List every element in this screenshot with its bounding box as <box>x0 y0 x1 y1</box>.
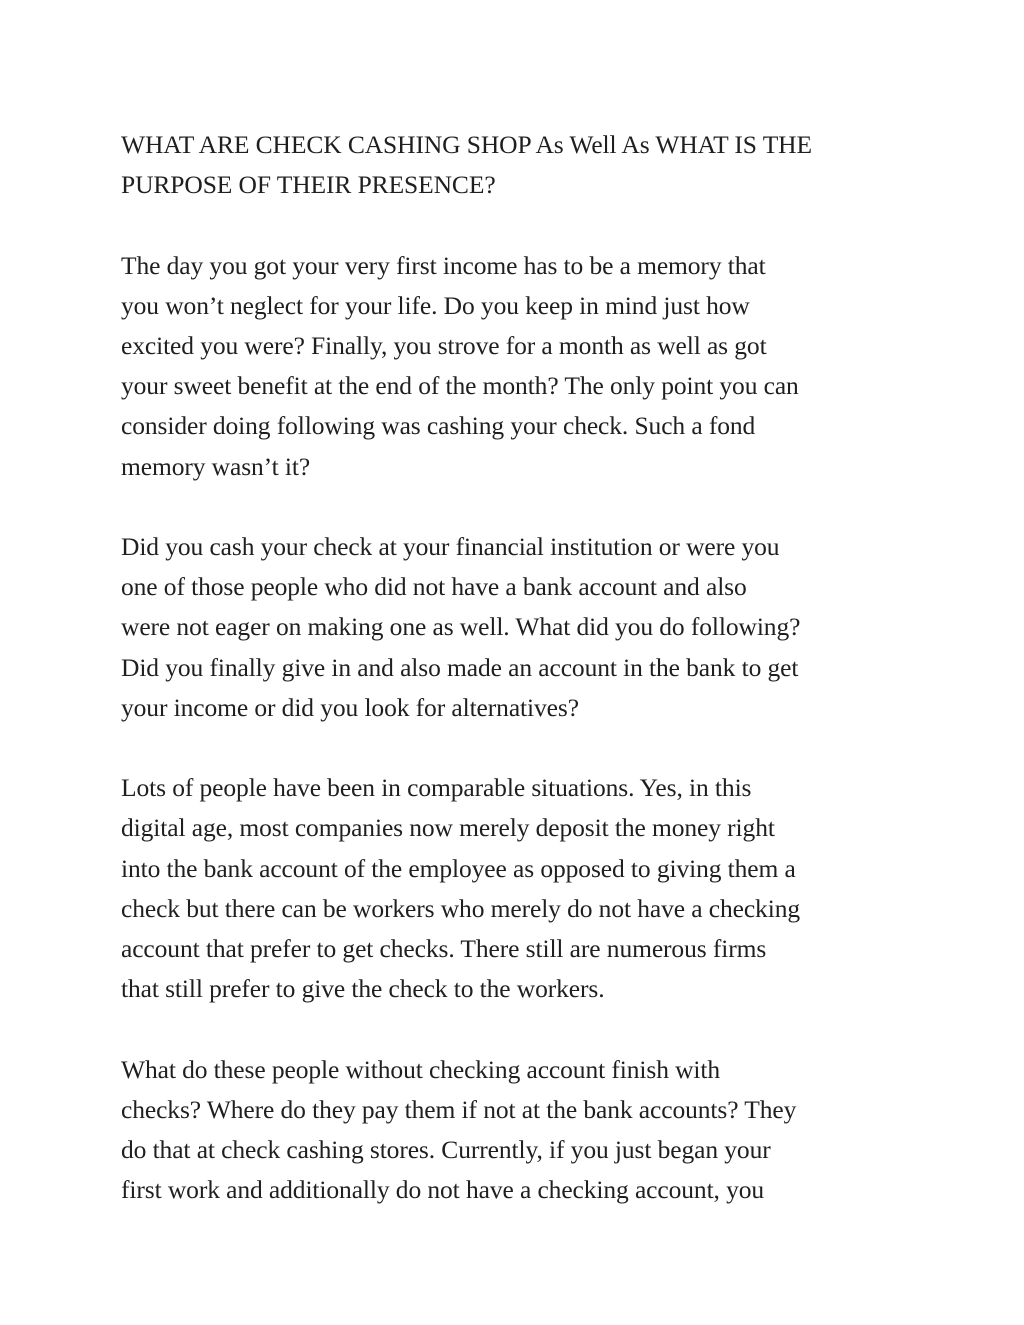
paragraph-first-income <box>121 246 911 487</box>
paragraph-line: first work and additionally do not have a checking account, you <box>121 1175 765 1205</box>
paragraph-line: What do these people without checking account finish with <box>121 1054 721 1084</box>
paragraph-check-cashing-stores <box>121 1050 911 1211</box>
paragraph-line: one of those people who did not have a bank account and also <box>121 572 747 602</box>
paragraph-line: The day you got your very first income has to be a memory that <box>121 250 766 280</box>
paragraph-comparable-situations <box>121 768 911 1009</box>
paragraph-cash-check <box>121 527 911 728</box>
paragraph-line: check but there can be workers who merely do not have a checking <box>121 893 800 923</box>
paragraph-line: memory wasn’t it? <box>121 451 311 481</box>
paragraph-line: account that prefer to get checks. There still are numerous firms <box>121 934 767 964</box>
paragraph-line: your sweet benefit at the end of the month? The only point you can <box>121 371 799 401</box>
paragraph-line: that still prefer to give the check to the workers. <box>121 974 605 1004</box>
paragraph-line: were not eager on making one as well. What did you do following? <box>121 612 801 642</box>
paragraph-line: consider doing following was cashing your check. Such a fond <box>121 411 756 441</box>
paragraph-line: excited you were? Finally, you strove for a month as well as got <box>121 331 767 360</box>
paragraph-line: Lots of people have been in comparable situations. Yes, in this <box>121 773 752 803</box>
document-body <box>121 125 911 1251</box>
document-heading <box>121 125 911 205</box>
paragraph-line: checks? Where do they pay them if not at the bank accounts? They <box>121 1094 797 1124</box>
paragraph-line: do that at check cashing stores. Currently, if you just began your <box>121 1135 771 1165</box>
paragraph-line: Did you cash your check at your financial institution or were you <box>121 532 780 561</box>
heading-line: WHAT ARE CHECK CASHING SHOP As Well As WHAT IS THE <box>121 130 812 159</box>
paragraph-line: digital age, most companies now merely deposit the money right <box>121 813 775 843</box>
heading-line: PURPOSE OF THEIR PRESENCE? <box>121 170 496 200</box>
paragraph-line: Did you finally give in and also made an account in the bank to get <box>121 652 799 682</box>
paragraph-line: your income or did you look for alternatives? <box>121 692 579 722</box>
paragraph-line: you won’t neglect for your life. Do you keep in mind just how <box>121 290 750 320</box>
paragraph-line: into the bank account of the employee as opposed to giving them a <box>121 853 796 883</box>
